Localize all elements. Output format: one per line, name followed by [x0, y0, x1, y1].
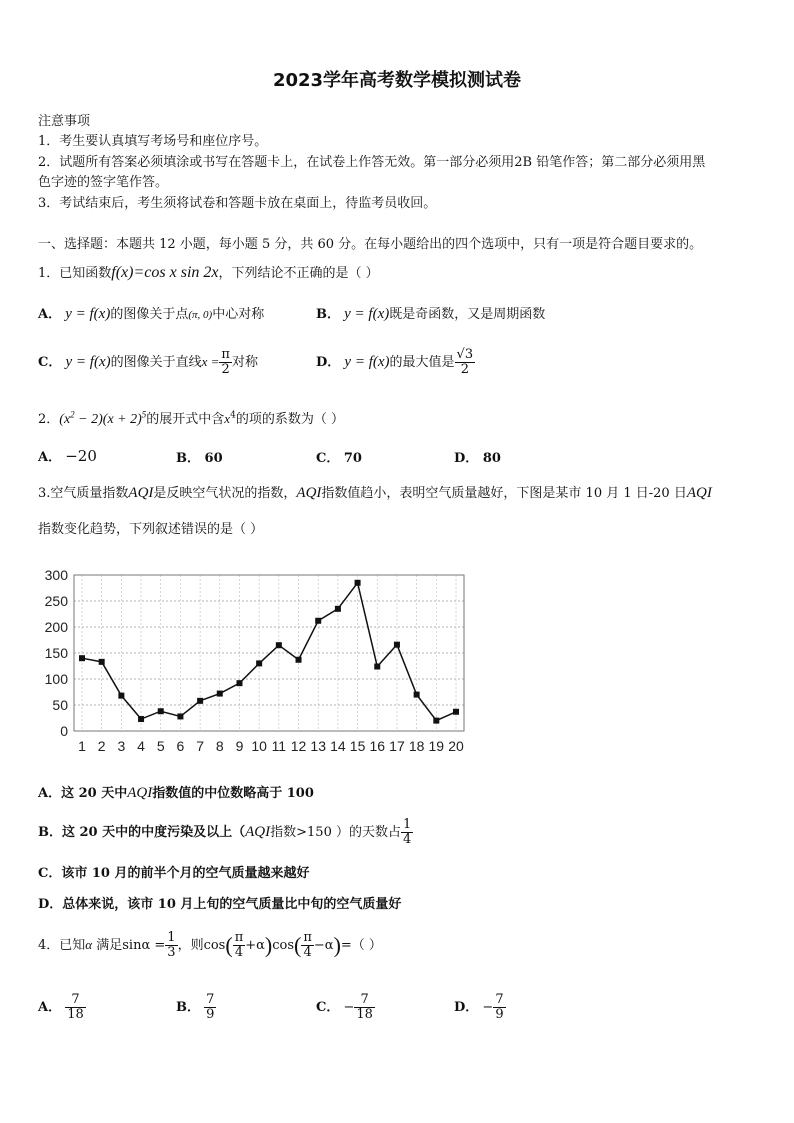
data-point: [217, 691, 223, 697]
data-point: [236, 680, 242, 686]
data-point: [355, 580, 361, 586]
x-tick-label: 2: [97, 738, 106, 754]
q4-option-b: B． $\frac{7}{9}$: [176, 992, 215, 1022]
q4-option-d: D． − $\frac{7}{9}$: [454, 992, 504, 1022]
x-tick-label: 11: [271, 738, 287, 754]
q1-stem: 1．已知函数f(x)=cos x sin 2x，下列结论不正确的是（ ）: [38, 264, 379, 281]
data-point: [99, 659, 105, 665]
x-tick-label: 13: [310, 738, 326, 754]
x-tick-label: 19: [428, 738, 445, 754]
y-tick-label: 150: [44, 645, 68, 661]
y-tick-label: 300: [44, 567, 68, 583]
x-tick-label: 20: [448, 738, 464, 754]
x-tick-label: 17: [389, 738, 405, 754]
page-title: 2023学年高考数学模拟测试卷: [272, 70, 522, 91]
x-tick-label: 5: [156, 738, 165, 754]
data-point: [394, 642, 400, 648]
q2-option-a: A． −20: [38, 447, 97, 465]
q3-option-a: A．这 20 天中AQI指数值的中位数略高于 100: [38, 785, 314, 801]
q3-stem-line1: 3.空气质量指数AQI是反映空气状况的指数，AQI指数值趋小，表明空气质量越好，下图是某市 10 月 1 日-20 日AQI: [38, 485, 712, 501]
q3-option-d: D．总体来说，该市 10 月上旬的空气质量比中旬的空气质量好: [38, 897, 402, 912]
note-item: 3．考试结束后，考生须将试卷和答题卡放在桌面上，待监考员收回。: [38, 196, 437, 211]
data-point: [197, 698, 203, 704]
x-tick-label: 3: [117, 738, 126, 754]
q1-option-c: C． y = f(x)的图像关于直线x = $\frac{\pi}{2}$ 对称: [38, 347, 258, 377]
note-item: 1．考生要认真填写考场号和座位序号。: [38, 134, 268, 149]
data-point: [177, 713, 183, 719]
x-tick-label: 4: [137, 738, 145, 754]
x-tick-label: 6: [176, 738, 185, 754]
data-point: [414, 692, 420, 698]
x-tick-label: 16: [369, 738, 386, 754]
q1-option-b: B． y = f(x)既是奇函数，又是周期函数: [316, 306, 546, 322]
q1-function: f(x)=cos x sin 2x: [111, 264, 219, 281]
y-tick-label: 100: [44, 671, 68, 687]
plot-frame: [74, 575, 464, 731]
x-tick-label: 9: [235, 738, 244, 754]
data-point: [276, 642, 282, 648]
data-point: [315, 618, 321, 624]
data-point: [374, 664, 380, 670]
data-point: [79, 655, 85, 661]
x-tick-label: 14: [330, 738, 346, 754]
x-tick-label: 12: [290, 738, 307, 754]
q1-option-a: A． y = f(x)的图像关于点(π, 0)中心对称: [38, 306, 265, 322]
q1-option-d: D． y = f(x)的最大值是 $\frac{√3}{2}$: [316, 347, 474, 377]
data-point: [296, 657, 302, 663]
x-tick-label: 1: [78, 738, 86, 754]
y-tick-label: 250: [44, 593, 68, 609]
q2-option-c: C． 70: [316, 451, 362, 466]
y-tick-label: 50: [52, 697, 68, 713]
note-item: 色字迹的签字笔作答。: [38, 175, 169, 190]
data-point: [118, 693, 124, 699]
data-point: [453, 709, 459, 715]
x-tick-label: 10: [251, 738, 267, 754]
section-heading: 一、选择题：本题共 12 小题，每小题 5 分，共 60 分。在每小题给出的四个选项中，只有一项是符合题目要求的。: [38, 237, 703, 252]
x-tick-label: 15: [349, 738, 366, 754]
q2-stem: 2．$(x^2 - 2)(x + 2)^5$的展开式中含$x^4$的项的系数为（ ）: [38, 409, 344, 427]
q2-option-d: D． 80: [454, 451, 501, 466]
q3-option-b: B．这 20 天中的中度污染及以上（AQI指数>150 ）的天数占 $\frac{1}{4}$: [38, 817, 412, 847]
data-point: [433, 718, 439, 724]
data-point: [138, 716, 144, 722]
aqi-line-chart: [38, 565, 472, 757]
y-tick-label: 200: [44, 619, 68, 635]
data-point: [158, 708, 164, 714]
x-tick-label: 8: [215, 738, 224, 754]
q3-option-c: C．该市 10 月的前半个月的空气质量越来越好: [38, 866, 310, 881]
series-line: [82, 583, 456, 721]
x-tick-label: 18: [408, 738, 425, 754]
data-point: [335, 606, 341, 612]
notes-heading: 注意事项: [38, 114, 91, 129]
q4-option-c: C． − $\frac{7}{18}$: [316, 992, 373, 1022]
note-item: 2．试题所有答案必须填涂或书写在答题卡上，在试卷上作答无效。第一部分必须用2B 铅笔作答；第二部分必须用黑: [38, 155, 706, 170]
y-tick-label: 0: [60, 723, 68, 739]
q2-option-b: B． 60: [176, 451, 223, 466]
data-point: [256, 660, 262, 666]
q4-option-a: A． $\frac{7}{18}$: [38, 992, 84, 1022]
x-tick-label: 7: [196, 738, 205, 754]
q4-stem: 4．已知α 满足sinα = $\frac{1}{3}$ ，则cos( $\frac{\pi}{4}$ +α)cos( $\frac{\pi}{4}$ −α)=（ ）: [38, 930, 382, 960]
q3-stem-line2: 指数变化趋势，下列叙述错误的是（ ）: [38, 522, 264, 537]
